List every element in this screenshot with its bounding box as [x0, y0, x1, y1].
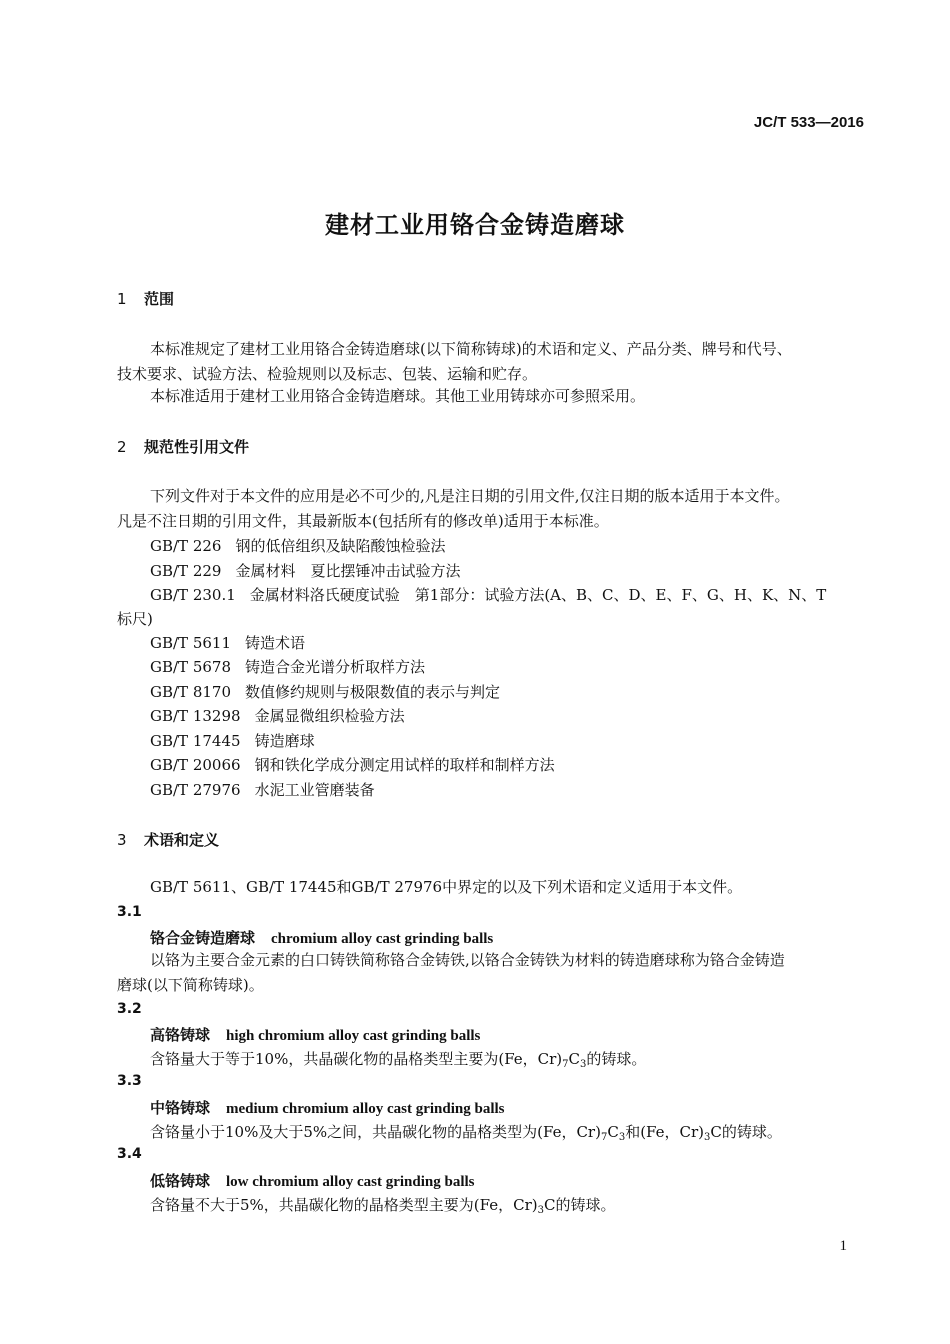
reference-item	[150, 730, 315, 751]
formula-subscript: 7	[600, 1132, 608, 1143]
reference-title: 钢和铁化学成分测定用试样的取样和制样方法	[254, 756, 555, 774]
definition-text: C的铸球。	[710, 1123, 782, 1141]
reference-code: GB/T 226	[150, 537, 222, 555]
reference-item	[150, 656, 425, 677]
term-heading	[150, 1097, 505, 1118]
reference-code: GB/T 17445	[150, 732, 241, 750]
reference-item	[150, 535, 445, 556]
section-1-heading	[117, 288, 174, 309]
reference-title: 铸造合金光谱分析取样方法	[245, 658, 426, 676]
definition-text: 含铬量小于10%及大于5%之间，共晶碳化物的晶格类型为(Fe，Cr)	[150, 1123, 601, 1141]
reference-title: 金属材料 夏比摆锤冲击试验方法	[235, 562, 461, 580]
reference-code: GB/T 230.1	[150, 586, 236, 604]
section-number: 3	[117, 831, 127, 849]
page-number: 1	[839, 1238, 847, 1254]
reference-item	[150, 632, 305, 653]
reference-title: 铸造磨球	[254, 732, 315, 750]
formula-subscript: 3	[537, 1205, 544, 1216]
reference-title: 金属材料洛氏硬度试验 第1部分：试验方法(A、B、C、D、E、F、G、H、K、N、T	[249, 586, 827, 604]
reference-code: GB/T 5678	[150, 658, 232, 676]
formula-letter: C	[568, 1050, 581, 1068]
reference-code: GB/T 229	[150, 562, 222, 580]
definition-line: 以铬为主要合金元素的白口铸铁简称铬合金铸铁,以铬合金铸铁为材料的铸造磨球称为铬合金铸造	[150, 951, 785, 969]
reference-code: GB/T 27976	[150, 781, 241, 799]
scope-paragraph-2	[117, 384, 867, 409]
reference-item	[150, 584, 826, 605]
term-definition	[150, 1121, 782, 1143]
section-title: 术语和定义	[144, 831, 220, 849]
definition-line: 磨球(以下简称铸球)。	[117, 976, 264, 994]
paragraph-line: 本标准适用于建材工业用铬合金铸造磨球。其他工业用铸球亦可参照采用。	[150, 387, 646, 405]
normative-references-intro	[117, 484, 867, 534]
term-number: 3.1	[117, 904, 142, 920]
term-en: low chromium alloy cast grinding balls	[226, 1174, 475, 1190]
definition-text: 含铬量不大于5%，共晶碳化物的晶格类型主要为(Fe，Cr)	[150, 1196, 538, 1214]
term-en: medium chromium alloy cast grinding balls	[226, 1101, 505, 1117]
formula-subscript: 3	[704, 1132, 711, 1143]
formula-letter: C	[607, 1123, 619, 1141]
standard-code: JC/T 533—2016	[753, 114, 864, 131]
definition-text: 的铸球。	[586, 1050, 647, 1068]
term-number: 3.3	[117, 1073, 142, 1089]
term-definition	[150, 1194, 615, 1216]
definition-text: 含铬量大于等于10%，共晶碳化物的晶格类型主要为(Fe，Cr)	[150, 1050, 563, 1068]
reference-code: GB/T 5611	[150, 634, 232, 652]
term-en: chromium alloy cast grinding balls	[271, 931, 494, 947]
section-number: 2	[117, 438, 127, 456]
reference-title: 钢的低倍组织及缺陷酸蚀检验法	[235, 537, 446, 555]
term-heading	[150, 1170, 475, 1191]
term-heading	[150, 1024, 480, 1045]
reference-item	[150, 681, 500, 702]
reference-title: 数值修约规则与极限数值的表示与判定	[245, 683, 501, 701]
reference-title: 铸造术语	[245, 634, 306, 652]
paragraph-line: 凡是不注日期的引用文件，其最新版本(包括所有的修改单)适用于本标准。	[117, 512, 609, 530]
section-number: 1	[117, 290, 127, 308]
section-title: 规范性引用文件	[144, 438, 250, 456]
term-number: 3.4	[117, 1146, 142, 1162]
term-zh: 铬合金铸造磨球	[150, 929, 256, 947]
reference-title: 水泥工业管磨装备	[254, 781, 375, 799]
reference-title: 标尺)	[117, 610, 153, 628]
term-heading	[150, 927, 493, 948]
term-zh: 中铬铸球	[150, 1099, 211, 1117]
term-zh: 低铬铸球	[150, 1172, 211, 1190]
reference-item	[150, 779, 375, 800]
paragraph-line: 本标准规定了建材工业用铬合金铸造磨球(以下简称铸球)的术语和定义、产品分类、牌号和代号、	[150, 340, 792, 358]
definition-text: C的铸球。	[544, 1196, 616, 1214]
section-3-heading	[117, 829, 219, 850]
term-en: high chromium alloy cast grinding balls	[226, 1028, 481, 1044]
term-number: 3.2	[117, 1001, 142, 1017]
paragraph-line: 下列文件对于本文件的应用是必不可少的,凡是注日期的引用文件,仅注日期的版本适用于本文件。	[150, 487, 790, 505]
paragraph-line: 技术要求、试验方法、检验规则以及标志、包装、运输和贮存。	[117, 365, 538, 383]
reference-code: GB/T 8170	[150, 683, 232, 701]
scope-paragraph-1	[117, 337, 867, 387]
section-title: 范围	[144, 290, 175, 308]
term-definition	[117, 948, 867, 998]
section-2-heading	[117, 436, 249, 457]
reference-code: GB/T 20066	[150, 756, 241, 774]
terms-intro: GB/T 5611、GB/T 17445和GB/T 27976中界定的以及下列术语和定义适用于本文件。	[150, 878, 743, 896]
reference-item-continuation	[117, 608, 153, 629]
formula-subscript: 3	[580, 1059, 587, 1070]
term-definition	[150, 1048, 646, 1070]
document-title: 建材工业用铬合金铸造磨球	[325, 211, 625, 239]
reference-title: 金属显微组织检验方法	[254, 707, 405, 725]
definition-text: 和(Fe，Cr)	[625, 1123, 705, 1141]
formula-subscript: 3	[618, 1132, 626, 1143]
reference-item	[150, 560, 460, 581]
term-zh: 高铬铸球	[150, 1026, 211, 1044]
formula-subscript: 7	[562, 1059, 569, 1070]
reference-item	[150, 754, 555, 775]
reference-code: GB/T 13298	[150, 707, 241, 725]
reference-item	[150, 705, 405, 726]
